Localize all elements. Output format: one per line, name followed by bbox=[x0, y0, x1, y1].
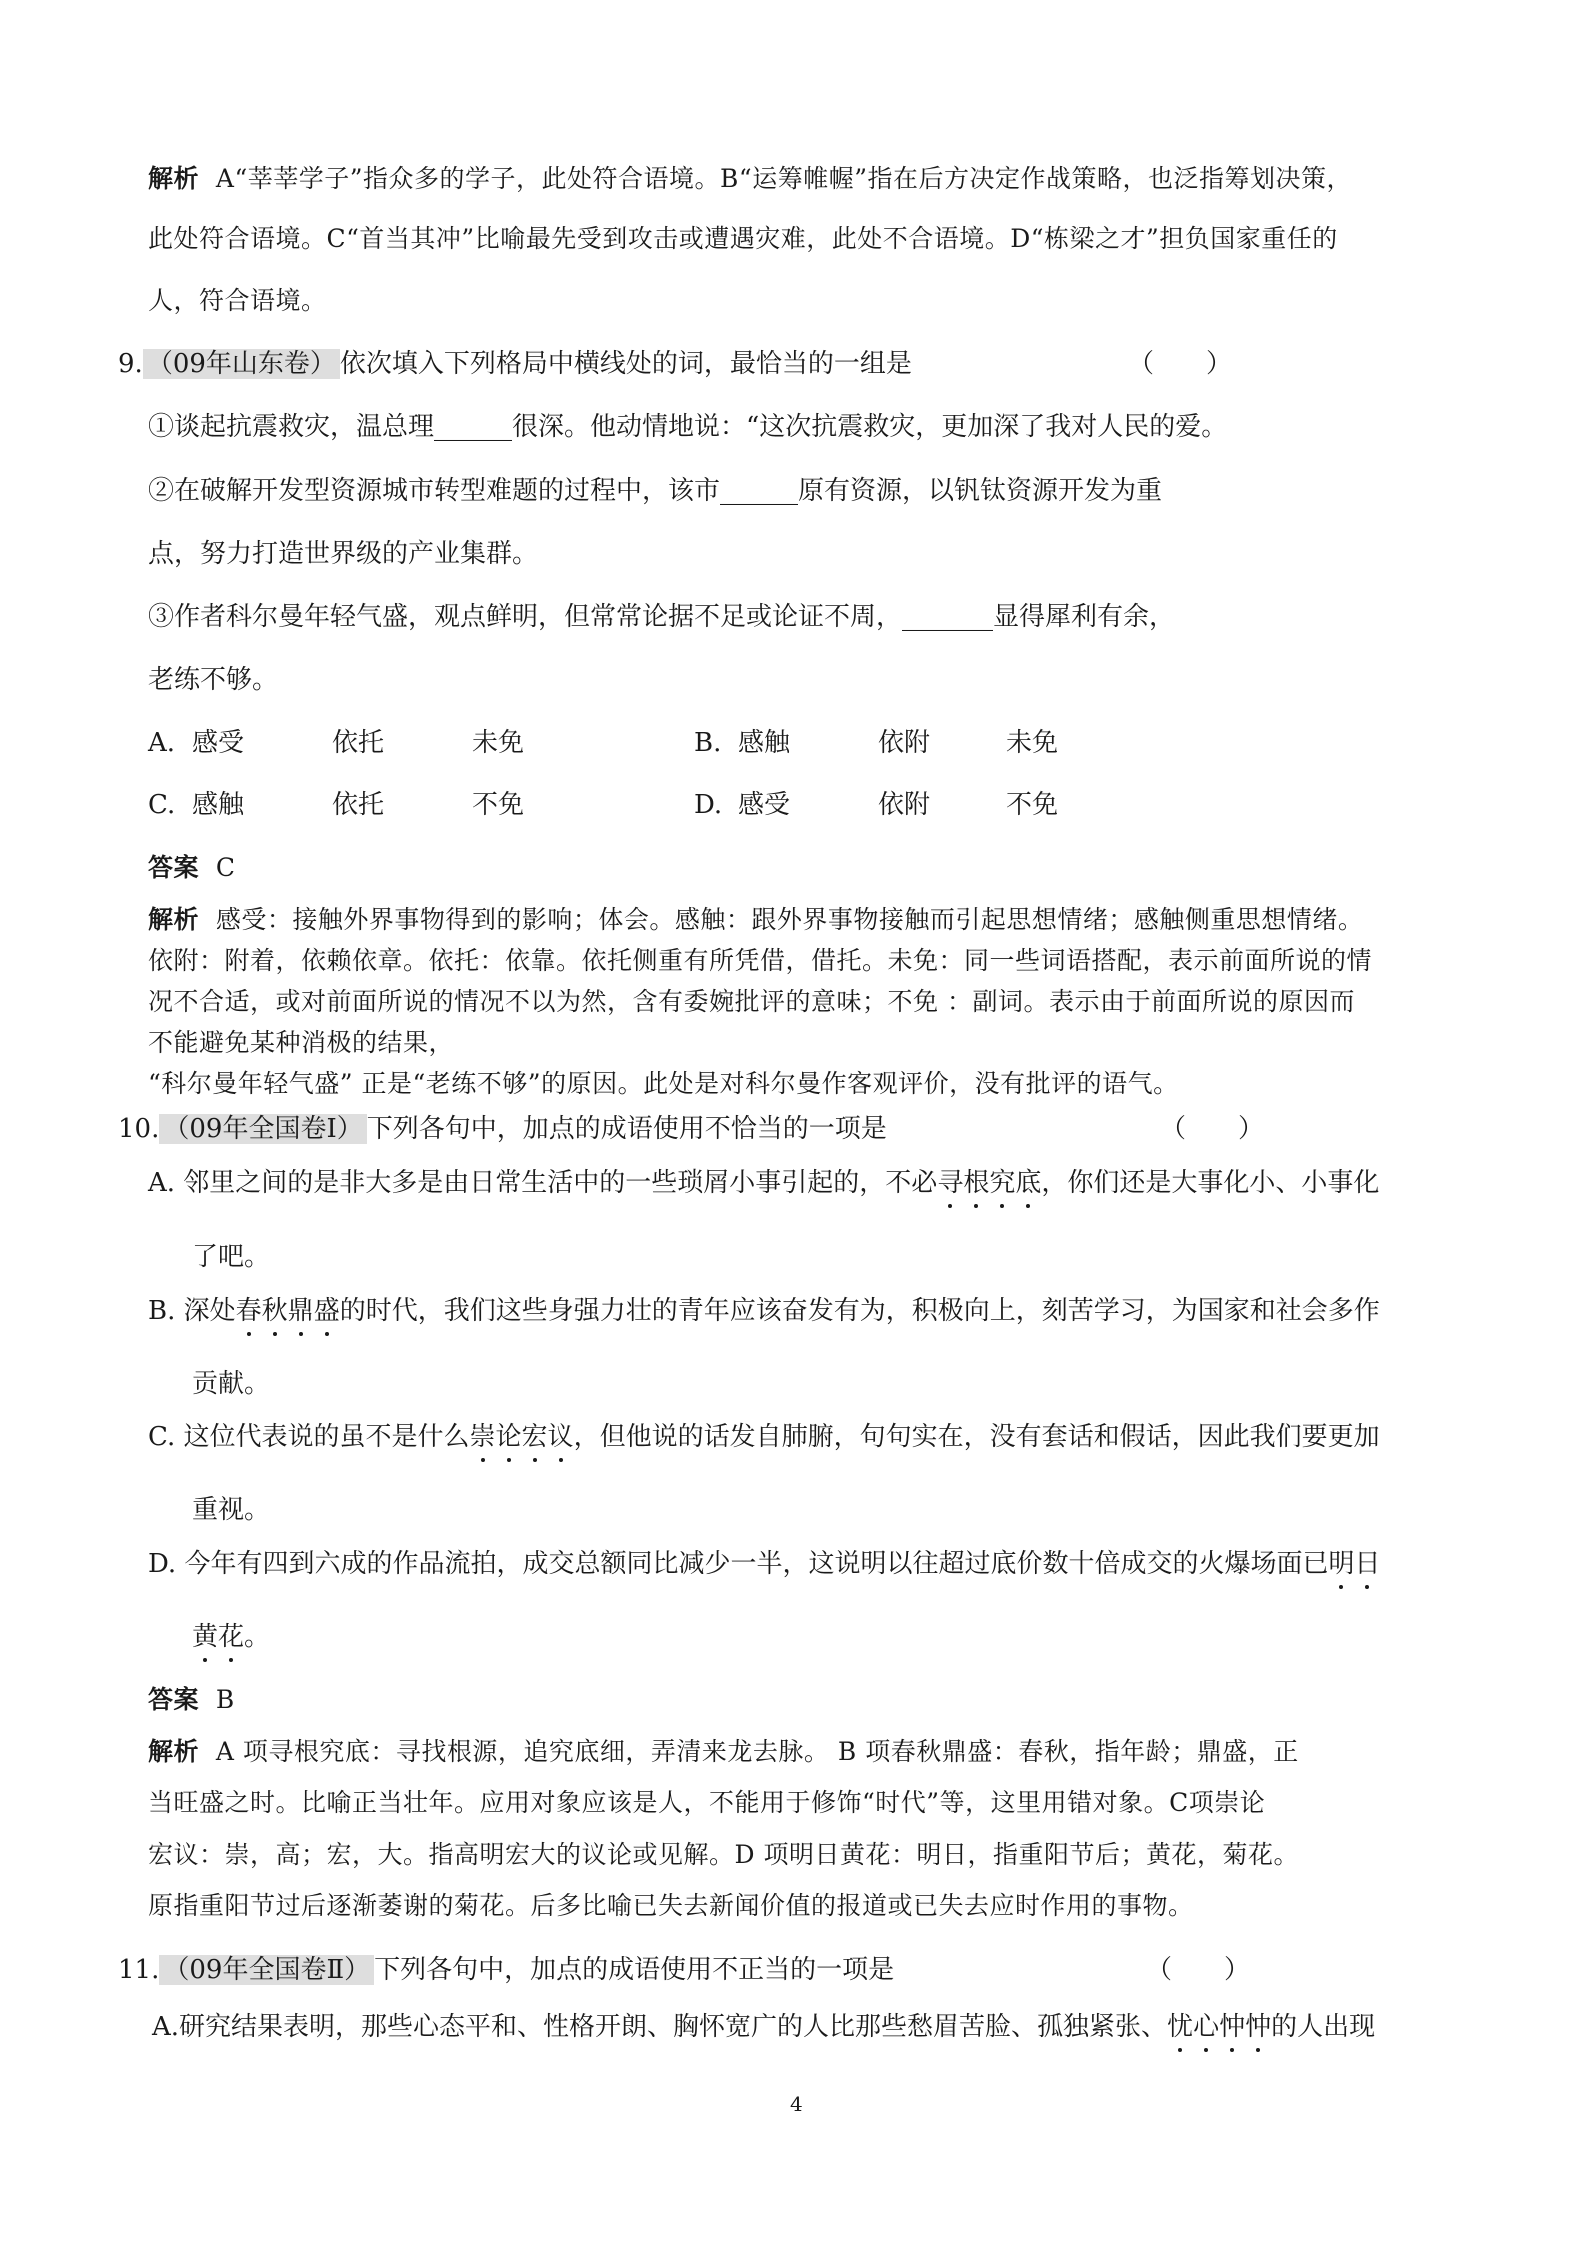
q9-option-d-label: D. bbox=[694, 790, 723, 820]
dotted-idiom: 黄花 bbox=[192, 1622, 245, 1652]
q9-analysis-line-3: 况不合适，或对前面所说的情况不以为然，含有委婉批评的意味；不免 ：副词。表示由于前面所说的原因而 bbox=[148, 987, 1355, 1016]
q9-analysis-line-5: “科尔曼年轻气盛” 正是“老练不够”的原因。此处是对科尔曼作客观评价，没有批评的语气。 bbox=[148, 1069, 1179, 1098]
q9-sentence-3a: ③作者科尔曼年轻气盛，观点鲜明，但常常论据不足或论证不周，_______显得犀利有余， bbox=[148, 602, 1176, 632]
analysis-label: 解析 bbox=[148, 164, 200, 193]
page-number: 4 bbox=[790, 2092, 803, 2116]
q10-option-c: C. 这位代表说的虽不是什么崇论宏议，但他说的话发自肺腑，句句实在，没有套话和假话，因此我们要更加 bbox=[148, 1422, 1380, 1452]
answer-label: 答案 bbox=[148, 1685, 200, 1714]
q9-answer bbox=[148, 851, 236, 885]
q9-option-a-word-3: 未免 bbox=[472, 728, 525, 758]
q11-answer-paren: （ ） bbox=[1146, 1955, 1251, 1985]
q10-analysis-line-1: 解析 A 项寻根究底：寻找根源，追究底细，弄清来龙去脉。 B 项春秋鼎盛：春秋，指年龄；鼎盛，正 bbox=[148, 1737, 1299, 1766]
q10-answer-paren: （ ） bbox=[1160, 1114, 1265, 1144]
q9-analysis-line-1: 解析 感受：接触外界事物得到的影响；体会。感触：跟外界事物接触而引起思想情绪；感触侧重思想情绪。 bbox=[148, 905, 1364, 934]
q8-analysis-line-1: 解析 A“莘莘学子”指众多的学子，此处符合语境。B“运筹帷幄”指在后方决定作战策略，也泛指筹划决策， bbox=[148, 164, 1352, 193]
q9-option-d-word-3: 不免 bbox=[1006, 790, 1059, 820]
source-tag: （09年全国卷Ⅱ） bbox=[159, 1955, 374, 1985]
q8-analysis-line-3: 人，符合语境。 bbox=[148, 286, 327, 315]
q8-analysis-line-2: 此处符合语境。C“首当其冲”比喻最先受到攻击或遭遇灾难，此处不合语境。D“栋梁之才”担负国家重任的 bbox=[148, 224, 1338, 253]
dotted-idiom: 明日 bbox=[1328, 1549, 1381, 1579]
q11-stem bbox=[118, 1953, 894, 1987]
q11-option-a: A.研究结果表明，那些心态平和、性格开朗、胸怀宽广的人比那些愁眉苦脸、孤独紧张、忧心忡忡的人出现 bbox=[152, 2012, 1376, 2042]
q9-sentence-1: ①谈起抗震救灾，温总理______很深。他动情地说：“这次抗震救灾，更加深了我对人民的爱。 bbox=[148, 412, 1228, 442]
q9-analysis-line-4: 不能避免某种消极的结果， bbox=[148, 1028, 455, 1057]
q9-option-c-word-1: 感触 bbox=[192, 790, 245, 820]
q10-stem bbox=[118, 1112, 887, 1146]
question-number: 10. bbox=[118, 1114, 160, 1144]
q10-option-a-cont: 了吧。 bbox=[192, 1242, 271, 1272]
q10-option-b-cont: 贡献。 bbox=[192, 1369, 271, 1399]
analysis-label: 解析 bbox=[148, 1737, 200, 1766]
analysis-label: 解析 bbox=[148, 905, 200, 934]
q10-option-b: B. 深处春秋鼎盛的时代，我们这些身强力壮的青年应该奋发有为，积极向上，刻苦学习，为国家和社会多作 bbox=[148, 1296, 1380, 1326]
question-number: 11. bbox=[118, 1955, 160, 1985]
answer-label: 答案 bbox=[148, 853, 200, 882]
q9-sentence-2a: ②在破解开发型资源城市转型难题的过程中，该市______原有资源，以钒钛资源开发为重 bbox=[148, 476, 1163, 506]
question-stem: 下列各句中，加点的成语使用不恰当的一项是 bbox=[366, 1114, 887, 1144]
q9-answer-paren: （ ） bbox=[1128, 349, 1233, 379]
q10-answer bbox=[148, 1683, 235, 1717]
q9-option-c-word-2: 依托 bbox=[332, 790, 385, 820]
question-number: 9. bbox=[118, 349, 143, 379]
q9-option-a-label: A. bbox=[148, 728, 176, 758]
question-stem: 依次填入下列格局中横线处的词，最恰当的一组是 bbox=[339, 349, 912, 379]
answer-value: B bbox=[215, 1685, 235, 1714]
q9-option-a-word-2: 依托 bbox=[332, 728, 385, 758]
q9-option-b-word-2: 依附 bbox=[878, 728, 931, 758]
q9-option-b-label: B. bbox=[694, 728, 722, 758]
source-tag: （09年山东卷） bbox=[143, 349, 340, 379]
q10-option-a: A. 邻里之间的是非大多是由日常生活中的一些琐屑小事引起的，不必寻根究底，你们还是大事化小、小事化 bbox=[148, 1168, 1380, 1198]
question-stem: 下列各句中，加点的成语使用不正当的一项是 bbox=[374, 1955, 895, 1985]
q9-sentence-2b: 点，努力打造世界级的产业集群。 bbox=[148, 539, 539, 569]
q9-stem bbox=[118, 347, 912, 381]
dotted-idiom: 寻根究底 bbox=[937, 1168, 1042, 1198]
q10-analysis-line-4: 原指重阳节过后逐渐萎谢的菊花。后多比喻已失去新闻价值的报道或已失去应时作用的事物。 bbox=[148, 1891, 1194, 1920]
dotted-idiom: 崇论宏议 bbox=[469, 1422, 574, 1452]
q9-option-d-word-1: 感受 bbox=[738, 790, 791, 820]
q9-option-a-word-1: 感受 bbox=[192, 728, 245, 758]
q9-analysis-line-2: 依附：附着，依赖依章。依托：依靠。依托侧重有所凭借，借托。未免：同一些词语搭配，表示前面所说的情 bbox=[148, 946, 1373, 975]
q9-option-c-word-3: 不免 bbox=[472, 790, 525, 820]
q10-analysis-line-2: 当旺盛之时。比喻正当壮年。应用对象应该是人，不能用于修饰“时代”等，这里用错对象。C项崇论 bbox=[148, 1788, 1266, 1817]
q10-option-d: D. 今年有四到六成的作品流拍，成交总额同比减少一半，这说明以往超过底价数十倍成交的火爆场面已明日 bbox=[148, 1549, 1381, 1579]
q9-option-b-word-3: 未免 bbox=[1006, 728, 1059, 758]
dotted-idiom: 春秋鼎盛 bbox=[235, 1296, 340, 1326]
source-tag: （09年全国卷Ⅰ） bbox=[159, 1114, 366, 1144]
q10-option-d-cont: 黄花。 bbox=[192, 1622, 271, 1652]
q9-option-d-word-2: 依附 bbox=[878, 790, 931, 820]
answer-value: C bbox=[215, 853, 236, 882]
dotted-idiom: 忧心忡忡 bbox=[1167, 2012, 1272, 2042]
q10-analysis-line-3: 宏议：崇，高；宏，大。指高明宏大的议论或见解。D 项明日黄花：明日，指重阳节后；黄花，菊花。 bbox=[148, 1840, 1299, 1869]
q10-option-c-cont: 重视。 bbox=[192, 1495, 271, 1525]
q9-sentence-3b: 老练不够。 bbox=[148, 665, 279, 695]
q9-option-b-word-1: 感触 bbox=[738, 728, 791, 758]
q9-option-c-label: C. bbox=[148, 790, 176, 820]
